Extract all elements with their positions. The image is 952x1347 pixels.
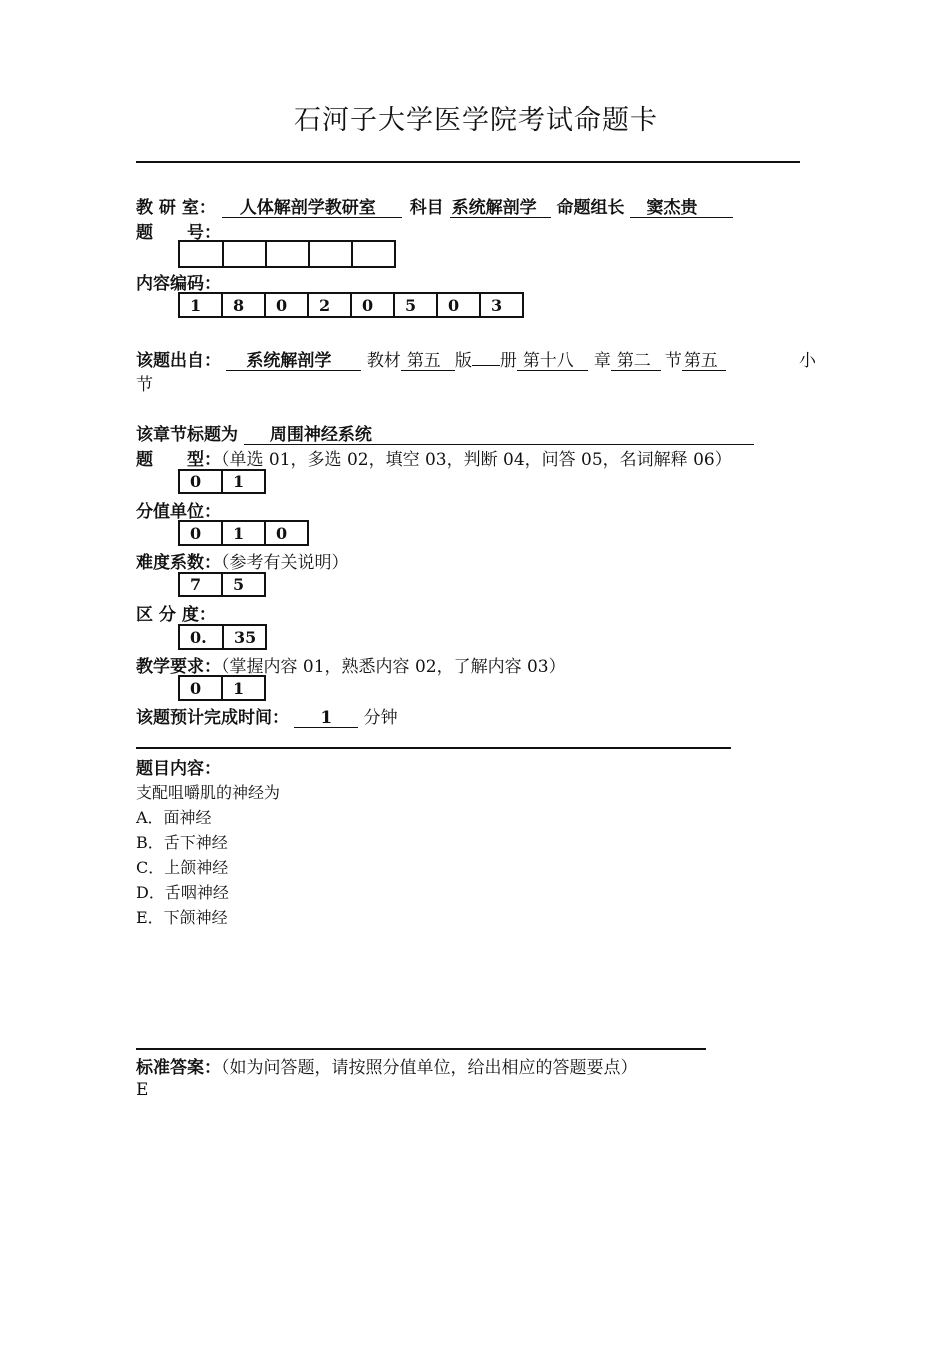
- qtype-row: [136, 445, 732, 470]
- score-unit-digit: 1: [221, 520, 266, 546]
- teaching-boxes: [178, 675, 266, 701]
- content-code-digit: 0: [436, 292, 481, 318]
- source-textbook: 系统解剖学: [226, 352, 361, 371]
- subject-label: 科目: [409, 198, 444, 218]
- teaching-digit: 1: [221, 675, 266, 701]
- qtype-note: （单选 01，多选 02，填空 03，判断 04，问答 05，名词解释 06）: [221, 450, 732, 470]
- difficulty-label: 难度系数：: [136, 553, 221, 573]
- question-no-digit: [308, 240, 353, 268]
- chapter-title-value: 周围神经系统: [244, 426, 754, 445]
- source-section: 第二: [611, 352, 661, 371]
- content-option: E．下颌神经: [136, 908, 228, 927]
- difficulty-boxes: [178, 572, 266, 597]
- score-unit-boxes: [178, 520, 309, 546]
- content-code-digit: 3: [479, 292, 524, 318]
- content-code-label: 内容编码：: [136, 274, 221, 294]
- dept-label: 教 研 室：: [136, 198, 216, 218]
- qtype-label: 题 型：: [136, 450, 221, 470]
- dept-row: [136, 193, 733, 218]
- content-code-digit: 0: [350, 292, 395, 318]
- content-option: A．面神经: [136, 808, 212, 827]
- source-chapter: 第十八: [517, 352, 588, 371]
- content-code-digit: 5: [393, 292, 438, 318]
- content-code-boxes: [178, 292, 524, 318]
- qtype-boxes: [178, 469, 266, 494]
- title-divider: [136, 161, 800, 163]
- score-unit-digit: 0: [264, 520, 309, 546]
- difficulty-digit: 7: [178, 572, 223, 597]
- source-subsection-suffix: [136, 346, 816, 396]
- source-edition-suffix: 版: [454, 351, 472, 371]
- leader-value: 窦杰贵: [630, 199, 733, 218]
- question-no-label: 题 号：: [136, 223, 221, 243]
- difficulty-row: [136, 548, 349, 573]
- answer-label: 标准答案：: [136, 1058, 221, 1078]
- score-unit-digit: 0: [178, 520, 223, 546]
- question-no-digit: [222, 240, 267, 268]
- source-volume-suffix: 册: [499, 351, 517, 371]
- teaching-row: [136, 652, 566, 677]
- question-no-digit: [265, 240, 310, 268]
- discrimination-label: 区 分 度：: [136, 605, 216, 625]
- chapter-title-label: 该章节标题为: [136, 425, 238, 445]
- discrimination-digit: 35: [222, 624, 267, 650]
- time-label: 该题预计完成时间：: [136, 708, 289, 728]
- answer-row: [136, 1053, 638, 1078]
- source-subsection-suffix-part: 节: [136, 375, 153, 395]
- content-divider: [136, 747, 731, 749]
- leader-label: 命题组长: [556, 198, 625, 218]
- difficulty-note: （参考有关说明）: [221, 553, 349, 573]
- source-chapter-suffix: 章: [593, 351, 611, 371]
- dept-value: 人体解剖学教研室: [222, 199, 402, 218]
- discrimination-digit: 0.: [178, 624, 224, 650]
- content-stem: 支配咀嚼肌的神经为: [136, 783, 281, 802]
- answer-value: E: [136, 1080, 149, 1100]
- question-no-digit: [178, 240, 224, 268]
- discrimination-boxes: [178, 624, 267, 650]
- question-no-boxes: [178, 240, 396, 268]
- difficulty-digit: 5: [221, 572, 266, 597]
- content-option: D．舌咽神经: [136, 883, 229, 902]
- source-edition: 第五: [401, 352, 455, 371]
- teaching-label: 教学要求：: [136, 657, 221, 677]
- source-subsection: 第五: [682, 352, 726, 371]
- qtype-digit: 0: [178, 469, 223, 494]
- content-option: C．上颌神经: [136, 858, 229, 877]
- source-subsection-suffix-part: 小: [799, 351, 816, 371]
- time-value: 1: [294, 709, 358, 728]
- source-section-suffix: 节: [664, 351, 682, 371]
- content-code-digit: 0: [264, 292, 309, 318]
- subject-value: 系统解剖学: [450, 199, 551, 218]
- answer-note: （如为问答题，请按照分值单位，给出相应的答题要点）: [221, 1058, 638, 1078]
- content-label: 题目内容：: [136, 759, 221, 779]
- question-no-digit: [351, 240, 396, 268]
- score-unit-label: 分值单位：: [136, 502, 221, 522]
- qtype-digit: 1: [221, 469, 266, 494]
- answer-divider: [136, 1048, 706, 1050]
- content-code-digit: 8: [221, 292, 266, 318]
- content-code-digit: 2: [307, 292, 352, 318]
- teaching-digit: 0: [178, 675, 223, 701]
- teaching-note: （掌握内容 01，熟悉内容 02，了解内容 03）: [221, 657, 566, 677]
- source-textbook-suffix: 教材: [366, 351, 401, 371]
- chapter-title-row: [136, 420, 754, 445]
- time-row: [136, 703, 398, 728]
- time-unit: 分钟: [363, 708, 398, 728]
- content-option: B．舌下神经: [136, 833, 228, 852]
- source-label: 该题出自：: [136, 351, 221, 371]
- page-title: 石河子大学医学院考试命题卡: [294, 105, 658, 136]
- content-code-digit: 1: [178, 292, 223, 318]
